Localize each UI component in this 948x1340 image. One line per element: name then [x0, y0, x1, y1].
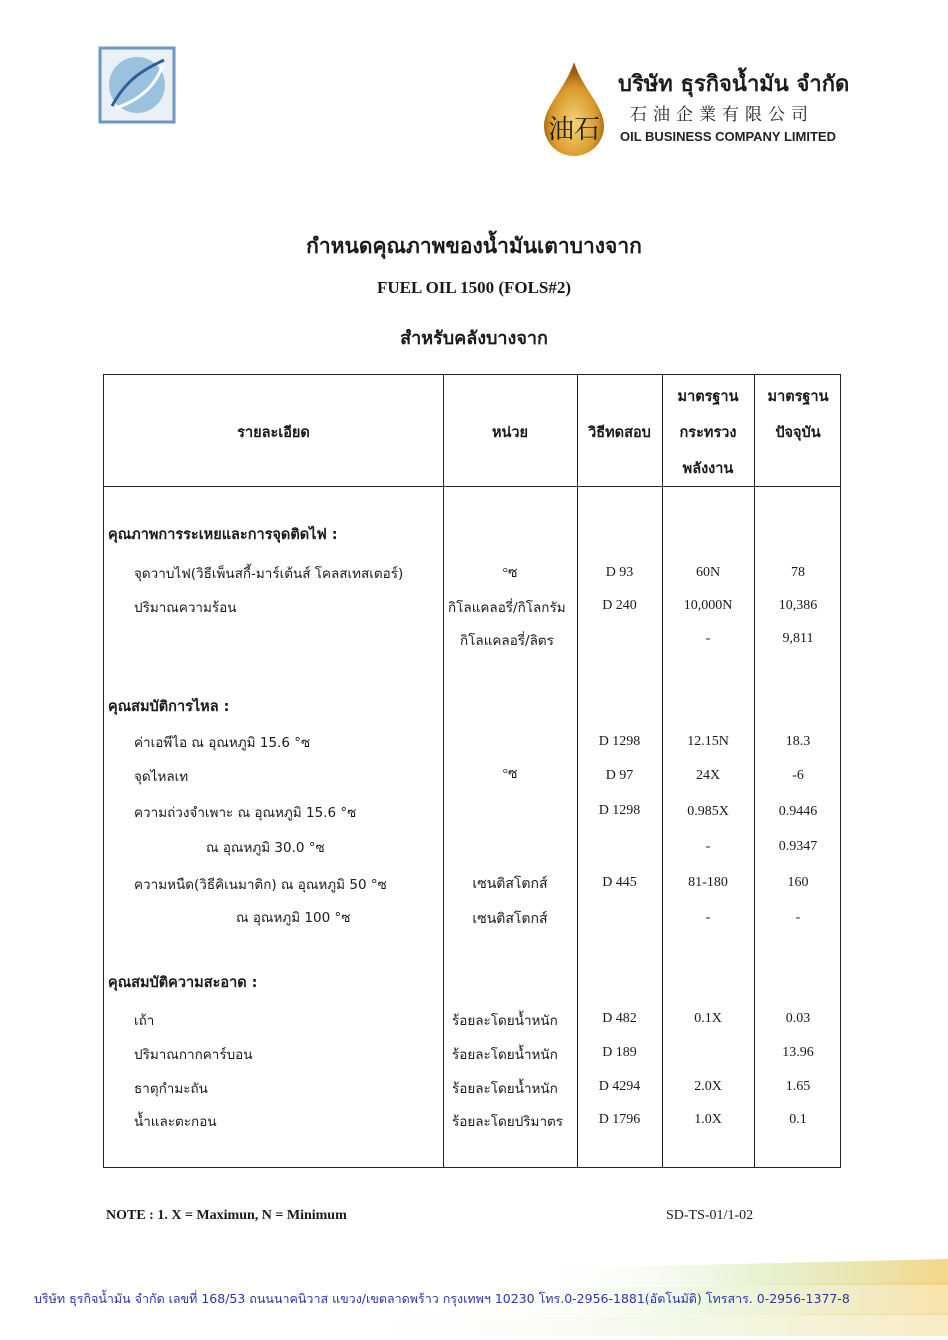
document-title-th: กำหนดคุณภาพของน้ำมันเตาบางจาก	[306, 234, 642, 258]
row-current: 9,811	[782, 631, 814, 646]
row-current: -	[795, 910, 801, 925]
header-divider	[104, 486, 840, 487]
oil-drop-logo	[540, 58, 608, 158]
row-method: D 4294	[598, 1079, 641, 1094]
row-unit: กิโลแคลอรี่/กิโลกรัม	[448, 600, 566, 616]
row-current: 0.1	[789, 1112, 807, 1127]
header-ministry-2: กระทรวง	[679, 425, 737, 441]
row-unit: °ซ	[502, 767, 518, 782]
row-ministry: 60N	[695, 565, 721, 580]
row-unit: ร้อยละโดยน้ำหนัก	[452, 1081, 558, 1097]
document-code: SD-TS-01/1-02	[666, 1208, 754, 1223]
header-current-1: มาตรฐาน	[767, 389, 829, 405]
row-ministry: 24X	[695, 768, 721, 783]
row-unit: ร้อยละโดยน้ำหนัก	[452, 1047, 558, 1063]
company-name-th: บริษัท ธุรกิจน้ำมัน จำกัด	[618, 72, 850, 97]
row-detail: ความถ่วงจำเพาะ ณ อุณหภูมิ 15.6 °ซ	[134, 805, 357, 821]
row-current: 18.3	[785, 734, 811, 749]
document-title-en: FUEL OIL 1500 (FOLS#2)	[376, 278, 572, 297]
row-current: 0.9446	[778, 804, 818, 819]
row-unit: เซนติสโตกส์	[472, 877, 548, 892]
row-unit: กิโลแคลอรี่/ลิตร	[460, 633, 554, 649]
row-current: 10,386	[778, 598, 818, 613]
row-unit: ร้อยละโดยน้ำหนัก	[452, 1013, 558, 1029]
row-detail: ปริมาณกากคาร์บอน	[134, 1047, 253, 1063]
header-ministry-1: มาตรฐาน	[677, 389, 739, 405]
row-detail: ธาตุกำมะถัน	[134, 1081, 208, 1097]
row-ministry: 10,000N	[683, 598, 733, 613]
row-method: D 240	[602, 598, 637, 613]
header-detail: รายละเอียด	[237, 425, 310, 441]
company-name-en: OIL BUSINESS COMPANY LIMITED	[620, 129, 836, 144]
row-current: 0.9347	[778, 839, 818, 854]
row-detail: ความหนืด(วิธีคิเนมาติก) ณ อุณหภูมิ 50 °ซ	[134, 877, 387, 893]
row-method: D 1298	[598, 734, 641, 749]
header-ministry-3: พลังงาน	[682, 461, 734, 477]
row-ministry: 12.15N	[687, 734, 729, 749]
logo-glyph: 油石	[547, 115, 601, 145]
row-unit: °ซ	[502, 566, 518, 581]
row-current: -6	[792, 768, 804, 783]
row-detail: ณ อุณหภูมิ 30.0 °ซ	[206, 840, 325, 856]
row-current: 0.03	[785, 1011, 811, 1026]
spec-table	[103, 374, 841, 1168]
row-detail: เถ้า	[134, 1013, 155, 1029]
row-unit: ร้อยละโดยปริมาตร	[452, 1114, 564, 1130]
row-current: 78	[791, 565, 805, 580]
row-detail: จุดวาบไฟ(วิธีเพ็นสกี้-มาร์เต้นส์ โคลสเทสเตอร์)	[134, 566, 404, 582]
row-method: D 93	[605, 565, 634, 580]
row-detail: น้ำและตะกอน	[134, 1114, 217, 1130]
row-ministry: -	[705, 631, 711, 646]
row-method: D 189	[602, 1045, 637, 1060]
row-ministry: 81-180	[688, 875, 728, 890]
row-detail: จุดไหลเท	[134, 769, 189, 785]
row-current: 13.96	[782, 1045, 814, 1060]
note-text: NOTE : 1. X = Maximun, N = Minimum	[106, 1208, 347, 1223]
row-ministry: -	[705, 910, 711, 925]
footer-address: บริษัท ธุรกิจน้ำมัน จำกัด เลขที่ 168/53 ถนนนาคนิวาส แขวง/เขตลาดพร้าว กรุงเทพฯ 10230 โทร.0-2956-1881(อัตโนมัติ) โทรสาร. 0-2956-1377-8	[34, 1291, 850, 1306]
row-detail: ณ อุณหภูมิ 100 °ซ	[236, 910, 351, 926]
row-method: D 1796	[598, 1112, 641, 1127]
row-current: 160	[787, 875, 809, 890]
row-method: D 482	[602, 1011, 637, 1026]
row-ministry: 2.0X	[694, 1079, 722, 1094]
brand-logo-left	[98, 46, 176, 124]
header-unit: หน่วย	[491, 425, 529, 441]
section-title: คุณสมบัติความสะอาด :	[108, 975, 258, 991]
company-header	[540, 58, 860, 168]
row-detail: ค่าเอพีไอ ณ อุณหภูมิ 15.6 °ซ	[134, 735, 311, 751]
header-current-2: ปัจจุบัน	[775, 425, 821, 441]
section-title: คุณสมบัติการไหล :	[108, 699, 230, 715]
company-name-cn: 石油企業有限公司	[630, 105, 814, 125]
row-method: D 445	[602, 875, 637, 890]
row-unit: เซนติสโตกส์	[472, 912, 548, 927]
row-current: 1.65	[785, 1079, 811, 1094]
row-ministry: 0.1X	[694, 1011, 722, 1026]
section-title: คุณภาพการระเหยและการจุดติดไฟ :	[108, 527, 338, 543]
row-method: D 1298	[598, 803, 641, 818]
row-ministry: 0.985X	[687, 804, 729, 819]
document-subtitle: สำหรับคลังบางจาก	[400, 328, 548, 349]
header-method: วิธีทดสอบ	[588, 425, 651, 441]
row-detail: ปริมาณความร้อน	[134, 600, 237, 616]
row-ministry: -	[705, 839, 711, 854]
row-method: D 97	[605, 768, 634, 783]
row-ministry: 1.0X	[694, 1112, 722, 1127]
